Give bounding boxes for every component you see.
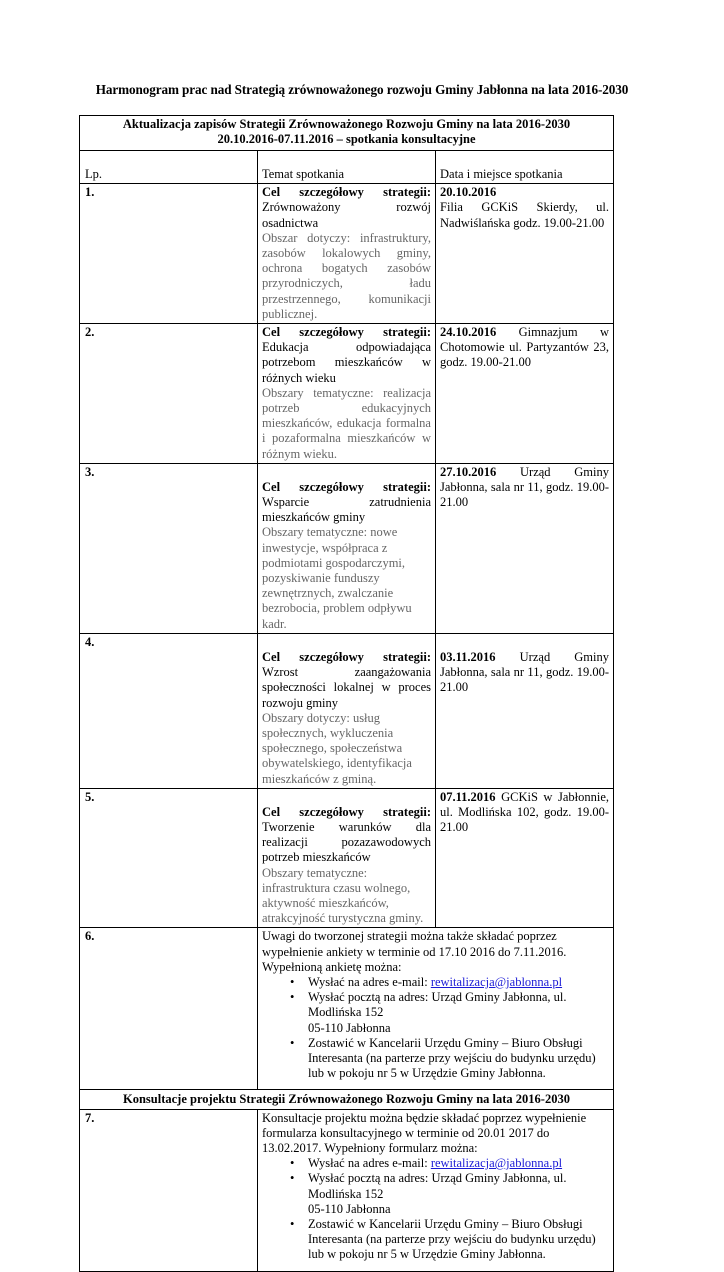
meeting-place: Gimnazjum w Chotomowie ul. Partyzantów 23, godz. 19.00-21.00 [440,325,610,370]
post-address: • Wysłać pocztą na adres: Urząd Gminy Jabłonna, ul. Modlińska 152 [308,990,567,1020]
row-number: 2. [80,324,258,464]
email-link[interactable]: rewitalizacja@jablonna.pl [430,974,563,989]
goal-value: Tworzenie warunków dla realizacji pozazawodowych potrzeb mieszkańców [262,819,431,865]
schedule-table [79,115,614,1272]
section1-header-row [80,116,614,151]
section1-header [80,116,614,151]
goal-value: Zrównoważony rozwój osadnictwa [262,200,431,230]
table-row [80,184,614,324]
post-code: 05-110 Jabłonna [308,1201,391,1216]
meeting-date: 07.11.2016 [440,789,496,804]
goal-text [262,480,431,526]
email-link[interactable]: rewitalizacja@jablonna.pl [430,1156,563,1171]
meeting-info [440,650,609,696]
row-number: 3. [80,463,258,633]
survey-intro: Uwagi do tworzonej strategii można także składać poprzez wypełnienie ankiety w terminie od 17.10 2016 do 7.11.2016. Wypełnioną ankietę można: [262,929,567,974]
goal-text [262,650,431,711]
table-row [80,633,614,788]
date-cell [436,463,614,633]
header-lp: Lp. [80,151,258,184]
meeting-date: 24.10.2016 [440,325,497,340]
area-text: Obszary dotyczy: usług społecznych, wykluczenia społecznego, społeczeństwa obywatelskiego, identyfikacja mieszkańców z gminą. [262,710,412,786]
row-number: 6. [80,928,258,1090]
post-address: • Wysłać pocztą na adres: Urząd Gminy Jabłonna, ul. Modlińska 152 [308,1171,567,1201]
area-text: Obszary tematyczne: nowe inwestycje, współpraca z podmiotami gospodarczymi, pozyskiwanie funduszy zewnętrznych, zwalczanie bezrobocia, problem odpływu kadr. [262,525,412,631]
topic-cell [258,184,436,324]
column-header-row [80,151,614,184]
table-row [80,463,614,633]
survey-options [262,975,609,1081]
row-number: 4. [80,633,258,788]
goal-label: Cel szczegółowy strategii: [262,325,431,340]
list-item [308,1036,609,1082]
consultation-intro: Konsultacje projektu można będzie składać poprzez wypełnienie formularza konsultacyjnego w terminie od 20.01 2017 do 13.02.2017. Wypełniony formularz można: [262,1110,587,1155]
goal-label: Cel szczegółowy strategii: [262,185,431,200]
goal-text [262,325,431,386]
area-text: Obszar dotyczy: infrastruktury, zasobów lokalowych gminy, ochrona bogatych zasobów przyrodniczych, ładu przestrzennego, komunikacji publicznej. [262,230,431,321]
meeting-place: Urząd Gminy Jabłonna, sala nr 11, godz. 19.00-21.00 [440,649,610,695]
meeting-info [440,790,609,836]
goal-value: Wsparcie zatrudnienia mieszkańców gminy [262,495,431,525]
consultation-cell [258,1109,614,1271]
section2-header-row [80,1090,614,1109]
list-item [308,990,609,1036]
office-text: Zostawić w Kancelarii Urzędu Gminy – Biuro Obsługi Interesanta (na parterze przy wejściu do budynku urzędu) lub w pokoju nr 5 w Urzędzie Gminy Jabłonna. [308,1217,596,1262]
list-item [308,975,609,990]
meeting-place: Urząd Gminy Jabłonna, sala nr 11, godz. 19.00-21.00 [440,464,610,510]
topic-cell [258,324,436,464]
goal-text [262,805,431,866]
section1-line1: Aktualizacja zapisów Strategii Zrównoważonego Rozwoju Gminy na lata 2016-2030 [122,117,571,131]
meeting-date: 27.10.2016 [440,464,497,479]
goal-text [262,185,431,231]
goal-label: Cel szczegółowy strategii: [262,804,431,819]
survey-cell [258,928,614,1090]
header-date: Data i miejsce spotkania [436,151,614,184]
consultation-options [262,1156,609,1262]
office-text: Zostawić w Kancelarii Urzędu Gminy – Biuro Obsługi Interesanta (na parterze przy wejściu do budynku urzędu) lub w pokoju nr 5 w Urzędzie Gminy Jabłonna. [308,1035,596,1081]
topic-cell [258,463,436,633]
email-prefix: Wysłać na adres e-mail: [308,974,431,989]
meeting-info [440,325,609,371]
row-number: 5. [80,788,258,928]
row-number: 7. [80,1109,258,1271]
email-prefix: Wysłać na adres e-mail: [308,1156,431,1171]
date-cell [436,788,614,928]
document-title: Harmonogram prac nad Strategią zrównoważonego rozwoju Gminy Jabłonna na lata 2016-2030 [95,82,629,97]
header-topic: Temat spotkania [258,151,436,184]
area-text: Obszary tematyczne: realizacja potrzeb edukacyjnych mieszkańców, edukacja formalna i pozaformalna mieszkańców w różnym wieku. [262,385,431,461]
post-code: 05-110 Jabłonna [308,1020,391,1035]
date-cell [436,324,614,464]
goal-label: Cel szczegółowy strategii: [262,479,431,494]
goal-value: Wzrost zaangażowania społeczności lokalnej w proces rozwoju gminy [262,665,431,710]
list-item [308,1171,609,1217]
date-cell [436,633,614,788]
list-item [308,1217,609,1263]
date-cell [436,184,614,324]
topic-cell [258,633,436,788]
meeting-date: 03.11.2016 [440,649,496,664]
topic-cell [258,788,436,928]
section2-header: Konsultacje projektu Strategii Zrównoważonego Rozwoju Gminy na lata 2016-2030 [80,1090,614,1109]
list-item [308,1156,609,1171]
meeting-date: 20.10.2016 [440,185,497,200]
table-row [80,324,614,464]
meeting-place: GCKiS w Jabłonnie, ul. Modlińska 102, godz. 19.00-21.00 [440,789,610,835]
meeting-info [440,465,609,511]
meeting-place: Filia GCKiS Skierdy, ul. Nadwiślańska godz. 19.00-21.00 [440,200,609,230]
section1-line2: 20.10.2016-07.11.2016 – spotkania konsultacyjne [217,132,476,147]
table-row [80,928,614,1090]
goal-label: Cel szczegółowy strategii: [262,649,431,664]
goal-value: Edukacja odpowiadająca potrzebom mieszkańców w różnych wieku [262,340,431,385]
area-text: Obszary tematyczne: infrastruktura czasu wolnego, aktywność mieszkańców, atrakcyjność turystyczna gminy. [262,865,424,926]
table-row [80,788,614,928]
table-row [80,1109,614,1271]
row-number: 1. [80,184,258,324]
